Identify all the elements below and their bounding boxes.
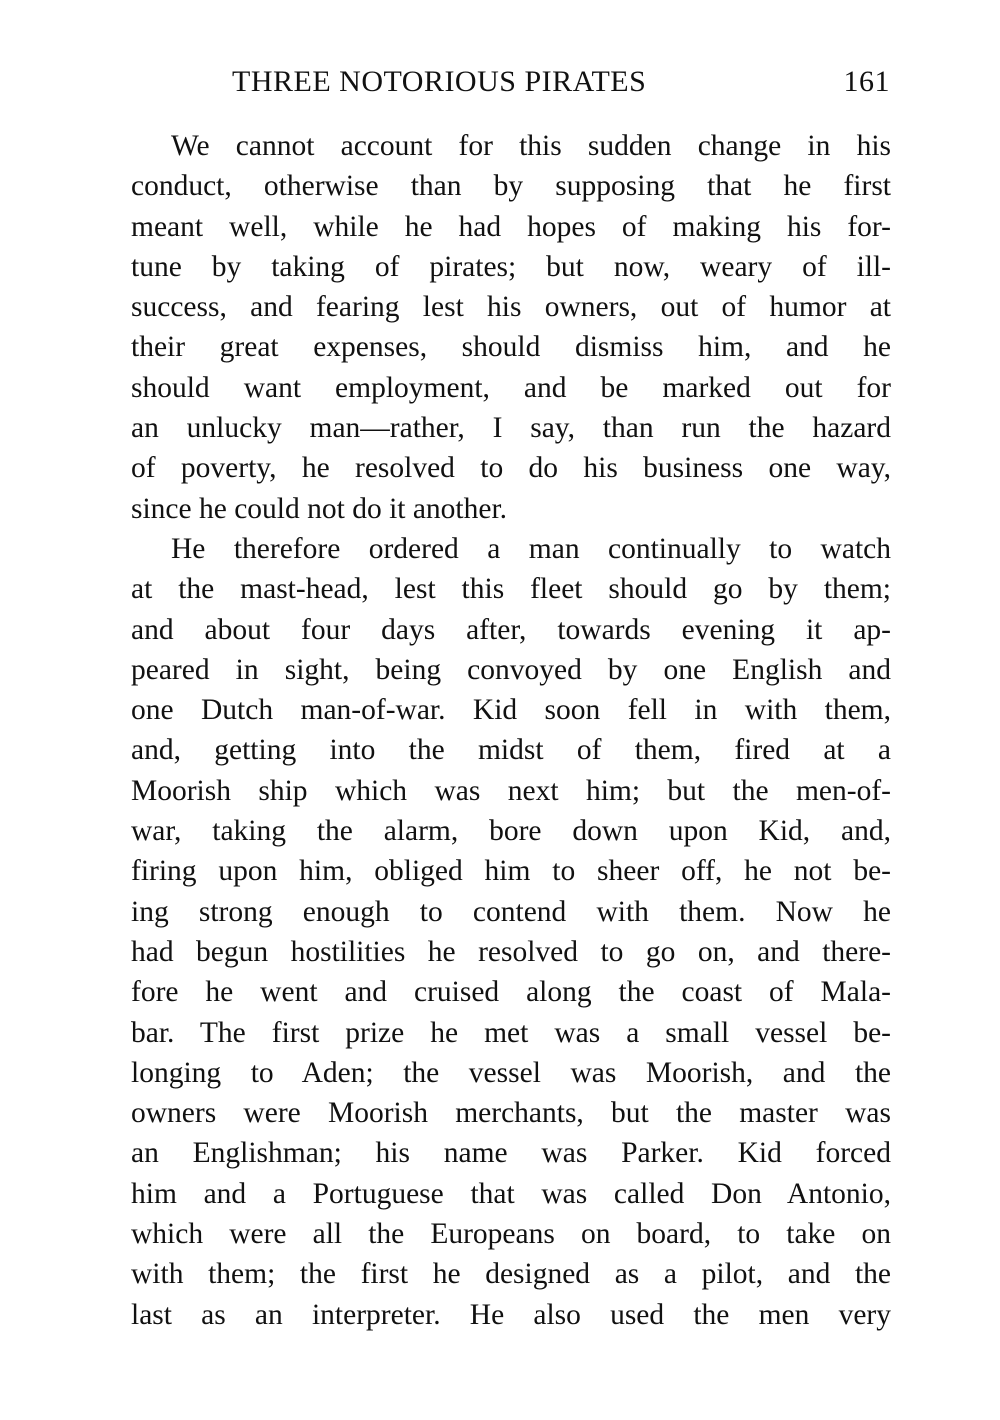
text-line: ing strong enough to contend with them. Now he (131, 895, 891, 928)
text-line: since he could not do it another. (131, 492, 508, 525)
text-line: had begun hostilities he resolved to go on, and there- (131, 935, 891, 968)
text-line: last as an interpreter. He also used the men very (131, 1298, 891, 1331)
text-line: with them; the first he designed as a pilot, and the (131, 1258, 891, 1291)
running-head-title: THREE NOTORIOUS PIRATES (232, 65, 647, 98)
text-line: and, getting into the midst of them, fired at a (131, 734, 891, 767)
text-line: conduct, otherwise than by supposing that he first (131, 170, 891, 203)
text-line: which were all the Europeans on board, to take on (131, 1218, 891, 1251)
text-line: He therefore ordered a man continually to watch (171, 532, 891, 565)
text-line: him and a Portuguese that was called Don Antonio, (131, 1177, 891, 1210)
text-line: We cannot account for this sudden change in his (171, 130, 891, 162)
text-line: one Dutch man-of-war. Kid soon fell in with them, (131, 694, 891, 727)
paragraph (131, 529, 891, 1335)
text-line: their great expenses, should dismiss him, and he (131, 331, 891, 364)
text-line: tune by taking of pirates; but now, weary of ill- (131, 250, 891, 283)
text-line: at the mast-head, lest this fleet should go by them; (131, 573, 891, 606)
text-line: longing to Aden; the vessel was Moorish, and the (131, 1056, 891, 1089)
body-text (131, 126, 891, 1335)
text-line: success, and fearing lest his owners, out of humor at (131, 291, 891, 324)
text-line: war, taking the alarm, bore down upon Kid, and, (131, 815, 891, 848)
text-line: meant well, while he had hopes of making his for- (131, 210, 891, 243)
text-line: firing upon him, obliged him to sheer off, he not be- (131, 855, 891, 888)
text-line: owners were Moorish merchants, but the master was (131, 1097, 891, 1130)
running-head (232, 60, 890, 104)
text-line: should want employment, and be marked out for (131, 371, 891, 404)
page-number: 161 (843, 65, 890, 98)
text-line: and about four days after, towards evening it ap- (131, 613, 891, 646)
text-line: fore he went and cruised along the coast of Mala- (131, 976, 891, 1009)
text-line: an unlucky man—rather, I say, than run the hazard (131, 412, 891, 445)
text-line: Moorish ship which was next him; but the men-of- (131, 774, 891, 807)
paragraph (131, 126, 891, 529)
text-line: bar. The first prize he met was a small vessel be- (131, 1016, 891, 1049)
text-line: of poverty, he resolved to do his business one way, (131, 452, 891, 485)
text-line: peared in sight, being convoyed by one English and (131, 653, 891, 686)
text-line: an Englishman; his name was Parker. Kid forced (131, 1137, 891, 1170)
